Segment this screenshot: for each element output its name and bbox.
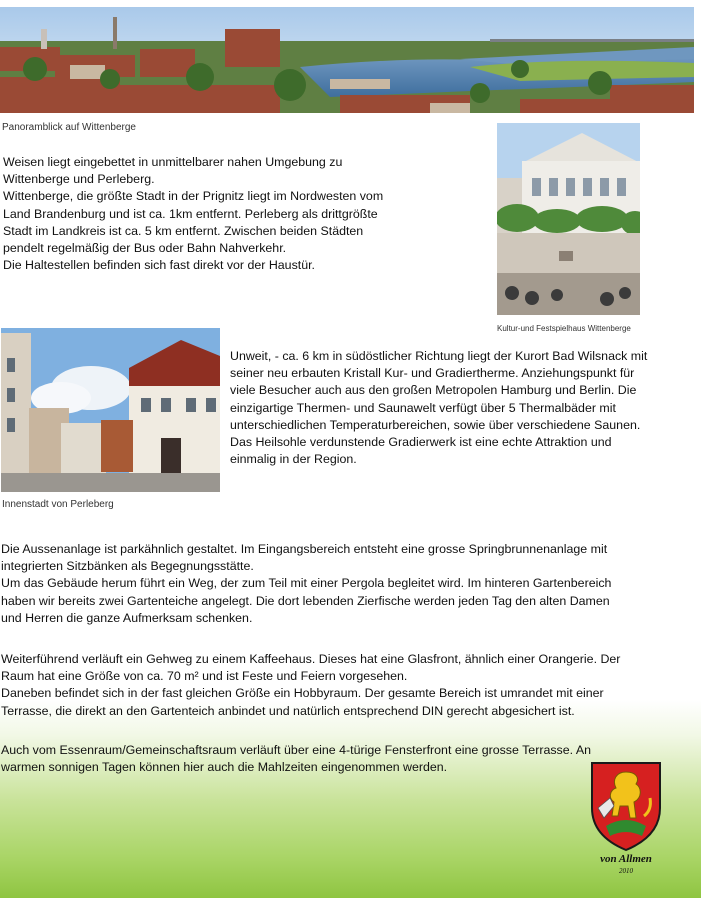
terrasse-line: Auch vom Essenraum/Gemeinschaftsraum verläuft über eine 4-türige Fensterfront eine grosse Terrasse. An bbox=[1, 743, 591, 757]
wilsnack-line: einzigartige Thermen- und Saunawelt verfügt über 5 Thermalbäder mit bbox=[230, 400, 616, 415]
wilsnack-line: Das Heilsohle verdunstende Gradierwerk ist eine echte Attraktion und bbox=[230, 435, 612, 450]
crest-year: 2010 bbox=[619, 867, 633, 875]
panorama-caption: Panoramblick auf Wittenberge bbox=[2, 122, 136, 133]
aussenanlage-paragraph bbox=[1, 541, 699, 627]
wilsnack-line: unterschiedlichen Temperaturbereichen, sowie über verschiedene Saunen. bbox=[230, 417, 641, 432]
perleberg-caption: Innenstadt von Perleberg bbox=[2, 499, 114, 510]
wilsnack-paragraph bbox=[230, 348, 700, 468]
intro-line: Die Haltestellen befinden sich fast direkt vor der Haustür. bbox=[3, 258, 315, 273]
intro-line: Wittenberge und Perleberg. bbox=[3, 172, 155, 187]
wilsnack-line: einmalig in der Region. bbox=[230, 452, 357, 467]
aussen-line: Die Aussenanlage ist parkähnlich gestaltet. Im Eingangsbereich entsteht eine grosse Springbrunnenanlage mit bbox=[1, 542, 608, 556]
intro-paragraph bbox=[3, 154, 483, 274]
kaffee-line: Terrasse, die direkt an den Gartenteich anbindet und natürlich entsprechend DIN gerecht abgesichert ist. bbox=[1, 703, 575, 718]
intro-line: Wittenberge, die größte Stadt in der Prignitz liegt im Nordwesten vom bbox=[3, 189, 384, 204]
kaffee-line: Daneben befindet sich in der fast gleichen Größe ein Hobbyraum. Der gesamte Bereich ist umrandet mit einer bbox=[1, 686, 604, 701]
wilsnack-line: viele Besucher auch aus den großen Metropolen Hamburg und Berlin. Die bbox=[230, 383, 637, 398]
lion-crest-icon bbox=[586, 758, 666, 878]
wilsnack-line: seiner neu erbauten Kristall Kur- und Gradiertherme. Anziehungspunkt für bbox=[230, 366, 635, 381]
aussen-line: haben wir bereits zwei Gartenteiche angelegt. Die dort lebenden Zierfische werden jeden Tag den alten Damen bbox=[1, 593, 610, 608]
intro-line: Stadt im Landkreis ist ca. 5 km entfernt. Zwischen beiden Städten bbox=[3, 223, 364, 238]
intro-line: pendelt regelmäßig der Bus oder Bahn Nahverkehr. bbox=[3, 241, 287, 256]
festspielhaus-photo bbox=[497, 123, 640, 315]
kaffeehaus-paragraph bbox=[1, 651, 699, 720]
terrasse-line: warmen sonnigen Tagen können hier auch die Mahlzeiten eingenommen werden. bbox=[1, 760, 448, 775]
coat-of-arms bbox=[586, 758, 666, 878]
panorama-photo bbox=[0, 7, 694, 113]
aussen-line: integrierten Sitzbänken als Begegnungsstätte. bbox=[1, 559, 254, 574]
intro-line: Land Brandenburg und ist ca. 1km entfernt. Perleberg als drittgrößte bbox=[3, 206, 378, 221]
kaffee-line: Raum hat eine Größe von ca. 70 m² und ist Feste und Feiern vorgesehen. bbox=[1, 669, 408, 684]
crest-signature: von Allmen bbox=[600, 853, 652, 865]
wilsnack-line: Unweit, - ca. 6 km in südöstlicher Richtung liegt der Kurort Bad Wilsnack mit bbox=[230, 349, 648, 363]
perleberg-photo bbox=[1, 328, 220, 492]
aussen-line: Um das Gebäude herum führt ein Weg, der zum Teil mit einer Pergola begleitet wird. Im hinteren Gartenbereich bbox=[1, 576, 612, 591]
intro-line: Weisen liegt eingebettet in unmittelbarer nahen Umgebung zu bbox=[3, 155, 343, 169]
festspielhaus-caption: Kultur-und Festspielhaus Wittenberge bbox=[497, 324, 631, 333]
kaffee-line: Weiterführend verläuft ein Gehweg zu einem Kaffeehaus. Dieses hat eine Glasfront, ähnlich einer Orangerie. Der bbox=[1, 652, 621, 666]
aussen-line: und Herren die ganze Aufmerksam schenken. bbox=[1, 610, 253, 625]
